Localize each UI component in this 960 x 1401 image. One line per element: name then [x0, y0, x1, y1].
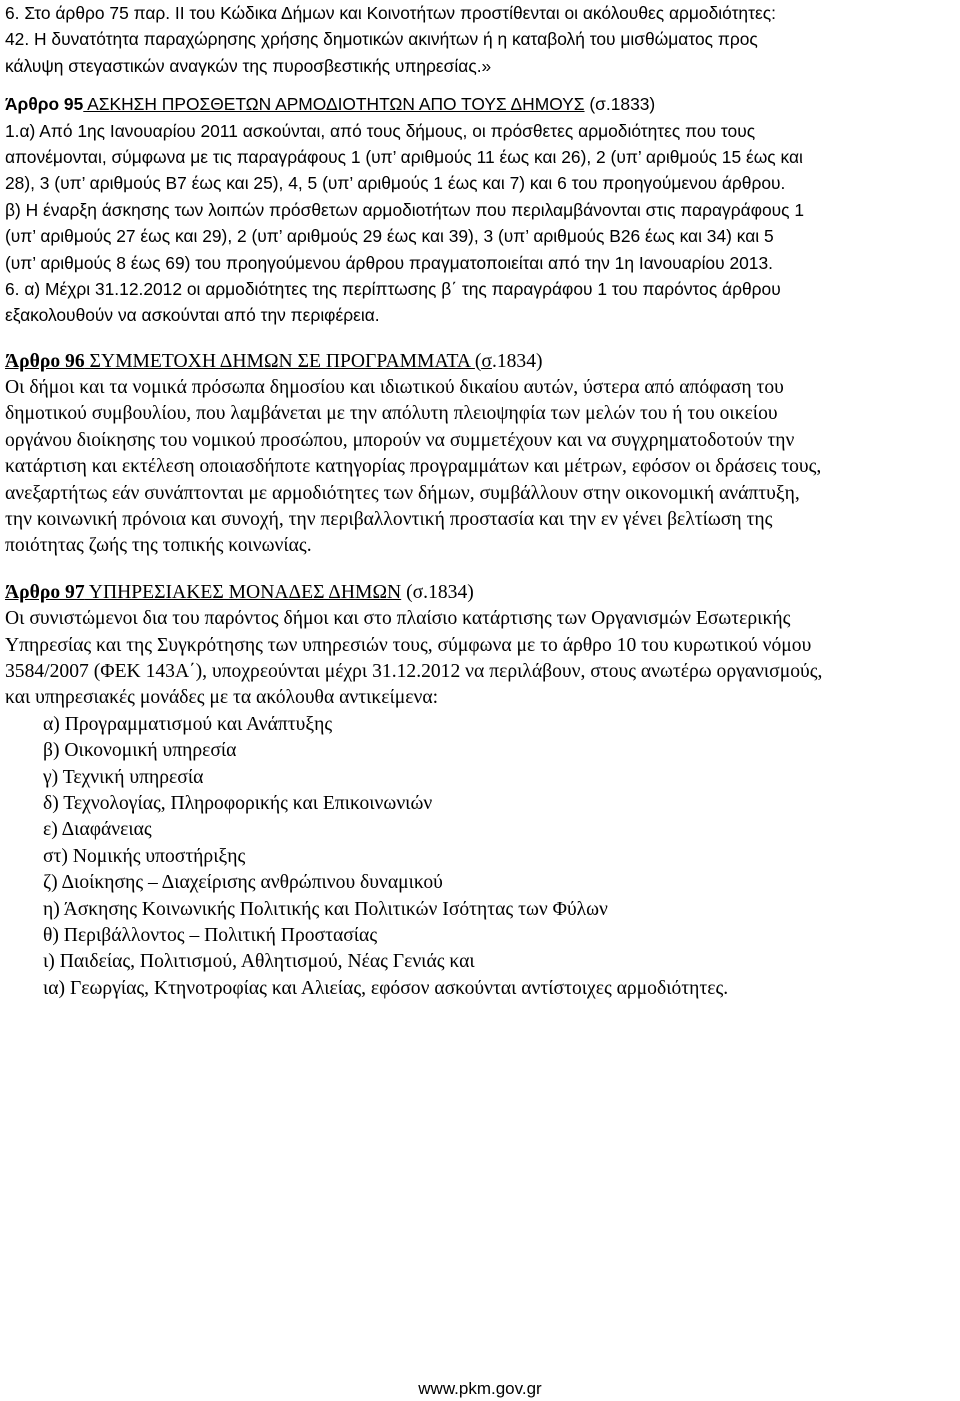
article-95-label: Άρθρο 95 [5, 94, 84, 115]
list-item: δ) Τεχνολογίας, Πληροφορικής και Επικοινωνιών [43, 792, 433, 814]
document-page [5, 0, 955, 1002]
footer-url: www.pkm.gov.gr [418, 1379, 542, 1398]
paragraph-line: δημοτικού συμβουλίου, που λαμβάνεται με την απόλυτη πλειοψηφία των μελών του ή του οικείου [5, 403, 778, 425]
list-item: ζ) Διοίκησης – Διαχείρισης ανθρώπινου δυναμικού [43, 872, 443, 894]
intro-line: 42. Η δυνατότητα παραχώρησης χρήσης δημοτικών ακινήτων ή η καταβολή του μισθώματος προς [5, 29, 758, 50]
article-95-title: ΑΣΚΗΣΗ ΠΡΟΣΘΕΤΩΝ ΑΡΜΟΔΙΟΤΗΤΩΝ ΑΠΟ ΤΟΥΣ ΔΗΜΟΥΣ [83, 94, 585, 115]
paragraph-line: 3584/2007 (ΦΕΚ 143Α΄), υποχρεούνται μέχρι 31.12.2012 να περιλάβουν, στους ανωτέρω οργανισμούς, [5, 660, 823, 682]
intro-line: κάλυψη στεγαστικών αναγκών της πυροσβεστικής υπηρεσίας.» [5, 55, 492, 76]
article-95-ref: (σ.1833) [584, 94, 656, 115]
list-item: στ) Νομικής υποστήριξης [43, 845, 246, 867]
service-units-list [5, 712, 955, 1002]
article-95-heading [5, 91, 955, 117]
list-item: β) Οικονομική υπηρεσία [43, 740, 237, 762]
article-97-label: Άρθρο 97 [5, 581, 85, 603]
intro-line: 6. Στο άρθρο 75 παρ. ΙΙ του Κώδικα Δήμων και Κοινοτήτων προστίθενται οι ακόλουθες αρμοδιότητες: [5, 3, 776, 23]
article-97-title: ΥΠΗΡΕΣΙΑΚΕΣ ΜΟΝΑΔΕΣ ΔΗΜΩΝ [84, 581, 402, 603]
paragraph-line: Υπηρεσίας και της Συγκρότησης των υπηρεσιών τους, σύμφωνα με το άρθρο 10 του κυρωτικού νόμου [5, 634, 812, 656]
list-item: ε) Διαφάνειας [43, 819, 152, 841]
paragraph-line: 6. α) Μέχρι 31.12.2012 οι αρμοδιότητες της περίπτωσης β΄ της παραγράφου 1 του παρόντος άρθρου [5, 278, 781, 299]
paragraph-line: εξακολουθούν να ασκούνται από την περιφέρεια. [5, 305, 380, 326]
paragraph-line: ποιότητας ζωής της τοπικής κοινωνίας. [5, 535, 312, 557]
list-item: α) Προγραμματισμού και Ανάπτυξης [43, 713, 333, 735]
list-item: ια) Γεωργίας, Κτηνοτροφίας και Αλιείας, εφόσον ασκούνται αντίστοιχες αρμοδιότητες. [43, 977, 729, 999]
article-97 [5, 580, 955, 1002]
paragraph-line: ανεξαρτήτως εάν συνάπτονται με αρμοδιότητες των δήμων, συμβάλλουν στην οικονομική ανάπτυξη, [5, 482, 800, 504]
list-item: η) Άσκησης Κοινωνικής Πολιτικής και Πολιτικών Ισότητας των Φύλων [43, 898, 608, 920]
paragraph-line: Οι δήμοι και τα νομικά πρόσωπα δημοσίου και ιδιωτικού δικαίου αυτών, ύστερα από απόφαση του [5, 377, 784, 399]
article-96-ref: .1834) [491, 350, 543, 372]
article-96-ref-open: (σ [474, 350, 492, 372]
paragraph-line: β) Η έναρξη άσκησης των λοιπών πρόσθετων αρμοδιοτήτων που περιλαμβάνονται στις παραγράφους 1 [5, 199, 805, 220]
article-96 [5, 349, 955, 560]
article-96-title: ΣΥΜΜΕΤΟΧΗ ΔΗΜΩΝ ΣΕ ΠΡΟΓΡΑΜΜΑΤΑ [84, 350, 475, 372]
list-item: γ) Τεχνική υπηρεσία [43, 766, 204, 788]
paragraph-line: Οι συνιστώμενοι δια του παρόντος δήμοι και στο πλαίσιο κατάρτισης των Οργανισμών Εσωτερικής [5, 608, 791, 630]
paragraph-line: 28), 3 (υπ’ αριθμούς Β7 έως και 25), 4, 5 (υπ’ αριθμούς 1 έως και 7) και 6 του προηγούμενου άρθρου. [5, 173, 786, 194]
paragraph-line: απονέμονται, σύμφωνα με τις παραγράφους 1 (υπ’ αριθμούς 11 έως και 26), 2 (υπ’ αριθμούς 15 έως και [5, 146, 803, 167]
list-item: ι) Παιδείας, Πολιτισμού, Αθλητισμού, Νέας Γενιάς και [43, 951, 475, 973]
paragraph-line: την κοινωνική πρόνοια και συνοχή, την περιβαλλοντική προστασία και την εν γένει βελτίωση της [5, 509, 773, 531]
article-96-label: Άρθρο 96 [5, 350, 85, 372]
paragraph-line: 1.α) Από 1ης Ιανουαρίου 2011 ασκούνται, από τους δήμους, οι πρόσθετες αρμοδιότητες που τους [5, 120, 756, 141]
paragraph-line: κατάρτιση και εκτέλεση οποιασδήποτε κατηγορίας προγραμμάτων και μέτρων, εφόσον οι δράσεις τους, [5, 456, 822, 478]
intro-section [5, 0, 955, 79]
list-item: θ) Περιβάλλοντος – Πολιτική Προστασίας [43, 924, 378, 946]
paragraph-line: και υπηρεσιακές μονάδες με τα ακόλουθα αντικείμενα: [5, 687, 439, 709]
paragraph-line: (υπ’ αριθμούς 8 έως 69) του προηγούμενου άρθρου πραγματοποιείται από την 1η Ιανουαρίου 2013. [5, 252, 773, 273]
article-97-ref: (σ.1834) [401, 581, 474, 603]
article-97-heading [5, 580, 955, 606]
paragraph-line: οργάνου διοίκησης του νομικού προσώπου, μπορούν να συμμετέχουν και να συγχρηματοδοτούν την [5, 429, 795, 451]
article-96-heading [5, 349, 955, 375]
paragraph-line: (υπ’ αριθμούς 27 έως και 29), 2 (υπ’ αριθμούς 29 έως και 39), 3 (υπ’ αριθμούς Β26 έως και 34) και 5 [5, 226, 774, 247]
article-95 [5, 91, 955, 329]
